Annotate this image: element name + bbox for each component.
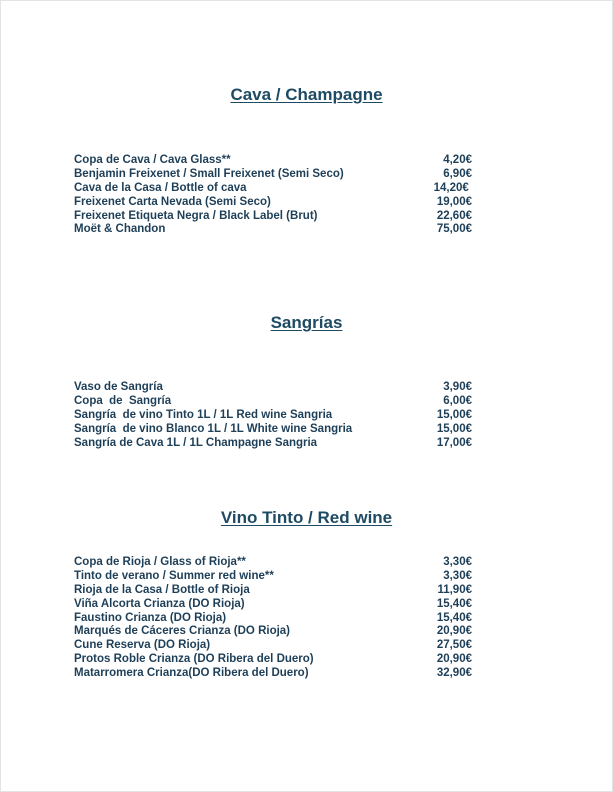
- menu-item: [74, 625, 472, 639]
- item-name: Copa de Cava / Cava Glass**: [74, 154, 231, 166]
- item-price: 6,90€: [443, 167, 472, 180]
- item-price: 32,90€: [436, 667, 472, 680]
- item-price: 15,00€: [436, 408, 472, 421]
- menu-item: [74, 556, 472, 570]
- item-name: Copa de Sangría: [74, 394, 172, 407]
- menu-item: [74, 395, 472, 409]
- item-name: Tinto de verano / Summer red wine**: [74, 569, 274, 582]
- item-name: Copa de Rioja / Glass of Rioja**: [74, 556, 246, 568]
- item-name: Viña Alcorta Crianza (DO Rioja): [74, 597, 245, 610]
- menu-item: [74, 223, 472, 237]
- section-title-sangrias: Sangrías: [270, 313, 343, 332]
- menu-item: [74, 409, 472, 423]
- menu-item: [74, 612, 472, 626]
- menu-item: [74, 210, 472, 224]
- item-price: 27,50€: [436, 639, 472, 652]
- item-price: 6,00€: [443, 394, 472, 407]
- item-price: 4,20€: [443, 154, 472, 166]
- item-name: Vaso de Sangría: [74, 381, 163, 393]
- menu-item: [74, 423, 472, 437]
- menu-item: [74, 168, 472, 182]
- section-title-red-wine: Vino Tinto / Red wine: [220, 508, 393, 527]
- item-price: 22,60€: [436, 209, 472, 222]
- menu-item: [74, 584, 472, 598]
- item-name: Faustino Crianza (DO Rioja): [74, 611, 227, 624]
- item-price: 20,90€: [436, 625, 472, 638]
- menu-item: [74, 196, 472, 210]
- item-price: 11,90€: [437, 583, 472, 596]
- item-name: Sangría de vino Tinto 1L / 1L Red wine Sangria: [74, 408, 333, 421]
- item-price: 14,20€: [433, 181, 472, 194]
- menu-list-red-wine: [74, 556, 472, 681]
- item-name: Freixenet Etiqueta Negra / Black Label (Brut): [74, 209, 318, 222]
- menu-item: [74, 639, 472, 653]
- menu-item: [74, 154, 472, 168]
- menu-item: [74, 437, 472, 451]
- item-name: Matarromera Crianza(DO Ribera del Duero): [74, 667, 309, 680]
- item-name: Cune Reserva (DO Rioja): [74, 639, 211, 652]
- section-title-cava: Cava / Champagne: [230, 85, 383, 104]
- item-name: Sangría de Cava 1L / 1L Champagne Sangria: [74, 436, 318, 449]
- item-price: 20,90€: [436, 653, 472, 666]
- item-price: 3,90€: [443, 381, 472, 393]
- menu-item: [74, 570, 472, 584]
- item-price: 15,00€: [436, 422, 472, 435]
- item-name: Benjamin Freixenet / Small Freixenet (Semi Seco): [74, 167, 344, 180]
- item-price: 17,00€: [436, 436, 472, 449]
- item-name: Rioja de la Casa / Bottle of Rioja: [74, 583, 250, 596]
- menu-item: [74, 182, 472, 196]
- menu-item: [74, 598, 472, 612]
- menu-item: [74, 653, 472, 667]
- menu-list-cava: [74, 154, 472, 237]
- item-price: 75,00€: [436, 223, 472, 236]
- menu-list-sangrias: [74, 381, 472, 450]
- item-price: 3,30€: [443, 556, 472, 568]
- item-name: Protos Roble Crianza (DO Ribera del Duero): [74, 653, 314, 666]
- item-price: 15,40€: [436, 597, 472, 610]
- item-name: Marqués de Cáceres Crianza (DO Rioja): [74, 625, 291, 638]
- item-price: 15,40€: [436, 611, 472, 624]
- item-name: Sangría de vino Blanco 1L / 1L White wine Sangria: [74, 422, 353, 435]
- item-price: 3,30€: [443, 569, 472, 582]
- menu-item: [74, 667, 472, 681]
- menu-item: [74, 381, 472, 395]
- item-price: 19,00€: [436, 195, 472, 208]
- item-name: Moët & Chandon: [74, 223, 166, 236]
- item-name: Freixenet Carta Nevada (Semi Seco): [74, 195, 271, 208]
- item-name: Cava de la Casa / Bottle of cava: [74, 181, 247, 194]
